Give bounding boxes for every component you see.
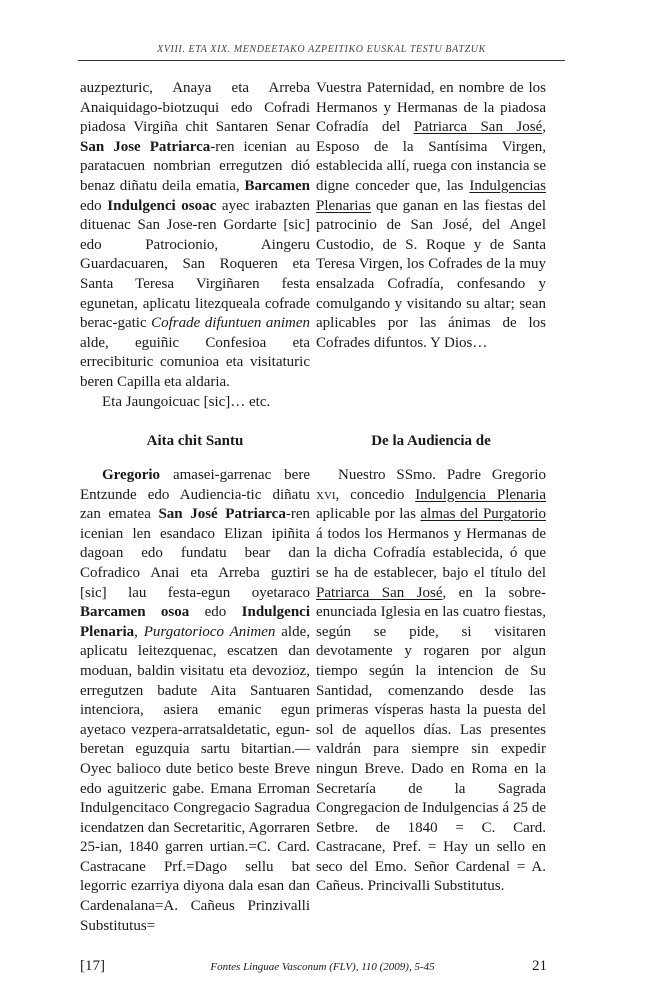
paragraph: Vuestra Paternidad, en nombre de los Hermanos y Hermanas de la piadosa Cofradía del Patriarca San José, Esposo de la Santísima Virgen, establecida allí, ruega con instancia se digne conceder que, las Indulgencias Plenarias que ganan en las fiestas del patrocinio de San José, del Angel Custodio, de S. Roque y de Santa Teresa Virgen, los Cofrades de la muy ensalzada Cofradía, confesando y comulgando y visitando su altar; sean aplicables por las ánimas de los Cofrades difuntos. Y Dios…	[316, 80, 546, 351]
paragraph: Gregorio amasei-garrenac bere Entzunde edo Audiencia-tic diñatu zan ematea San José Patriarca-ren icenian len esandaco Elizan ipiñita dagoan edo fundatu bear dan Cofradico Anai eta Arreba guztiri [sic] lau festa-egun oyetaraco Barcamen osoa edo Indulgenci Plenaria, Purgatorioco Animen alde, aplicatu leitezquenac, escatzen dan moduan, baldin visitatu eta devozioz, erregutzen badute Aita Santuaren intenciora, asiera emanic egun ayetaco vezpera-arratsaldetatic, egun-beretan eguzquia sartu bitartian.—Oyec balioco dute betico beste Breve edo aguitzeric gabe. Emana Erroman Indulgencitaco Congregacio Sagradua icendatzen dan Secretaritic, Agorraren 25-ian, 1840 garren urtian.=C. Card. Castracane Prf.=Dago sellu bat legorric ezarriya diyona dala esan dan Cardenalana=A. Cañeus Prinzivalli Substitutus=	[80, 467, 310, 934]
page-number: 21	[532, 958, 547, 974]
right-column-top	[316, 79, 546, 353]
right-column-body	[316, 466, 546, 897]
running-head: XVIII. ETA XIX. MENDEETAKO AZPEITIKO EUSKAL TESTU BATZUK	[78, 44, 565, 61]
paragraph: Nuestro SSmo. Padre Gregorio xvi, concedio Indulgencia Plenaria aplicable por las almas del Purgatorio á todos los Hermanos y Hermanas de la dicha Cofradía establecida, ó que se ha de establecer, bajo el título del Patriarca San José, en la sobre-enunciada Iglesia en las cuatro fiestas, según se pide, si visitaren devotamente y rogaren por algun tiempo según la intencion de Su Santidad, comenzando desde las primeras vísperas hasta la puesta del sol de aquellos días. Las presentes valdrán para siempre sin expedir ningun Breve. Dado en Roma en la Secretaría de la Sagrada Congregacion de Indulgencias á 25 de Setbre. de 1840 = C. Card. Castracane, Pref. = Hay un sello en seco del Emo. Señor Cardenal = A. Cañeus. Princivalli Substitutus.	[316, 467, 547, 895]
left-column-body	[80, 466, 310, 936]
footer-citation: Fontes Linguae Vasconum (FLV), 110 (2009), 5-45	[210, 961, 435, 973]
footer-page-ref: [17]	[80, 958, 105, 974]
left-column-top	[80, 79, 310, 412]
paragraph: auzpezturic, Anaya eta Arreba Anaiquidago-biotzuqui edo Cofradi piadosa Virgiña chit Santaren Senar San Jose Patriarca-ren icenian au paratacuen nombrian erregutzen dió benaz diñatu deila ematia, Barcamen edo Indulgenci osoac ayec irabazten dituenac San Jose-ren Gordarte [sic] edo Patrocionio, Aingeru Guardacuaren, San Roqueren eta Santa Teresa Virgiñaren festa egunetan, aplicatu litezqueala cofrade berac-gatic Cofrade difuntuen animen alde, eguiñic Confesioa eta errecibituric comunioa eta visitaturic beren Capilla eta aldaria.	[80, 80, 310, 390]
section-heading-right: De la Audiencia de	[371, 433, 491, 449]
closing-line: Eta Jaungoicuac [sic]… etc.	[102, 393, 271, 410]
section-heading-left: Aita chit Santu	[146, 433, 244, 449]
